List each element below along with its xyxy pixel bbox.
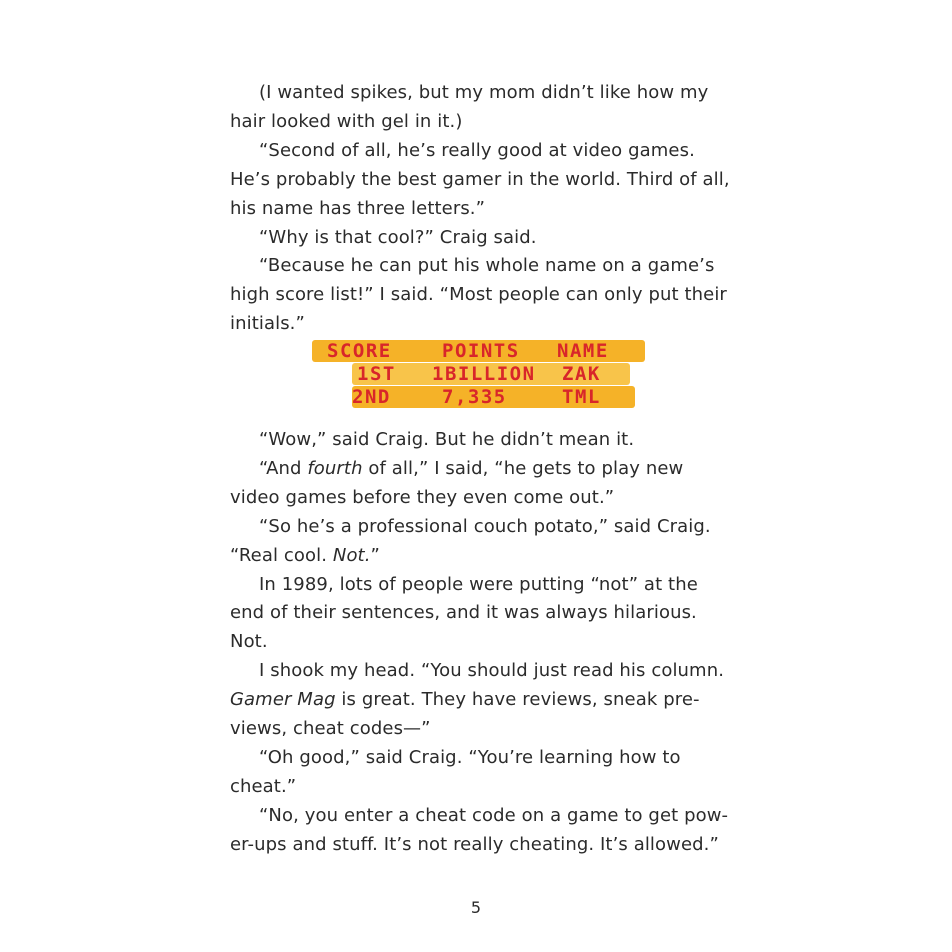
text-run: is great. They have reviews, sneak pre-views, cheat codes—” [230, 689, 700, 740]
paragraph [230, 513, 730, 571]
text-run: “And [259, 457, 308, 479]
score-points: 1BILLION [432, 363, 536, 385]
text-run: of all,” I said, “he gets to play new video games before they even come out.” [230, 457, 684, 508]
emphasis-text: Gamer Mag [230, 689, 336, 711]
text-block-top [230, 79, 730, 339]
text-run: “So he’s a professional couch potato,” said Craig. “Real cool. [230, 515, 711, 566]
paragraph [230, 455, 730, 513]
score-points: 7,335 [442, 386, 507, 408]
page-number: 5 [470, 898, 482, 917]
header-score: SCORE [327, 340, 392, 362]
emphasis-text: fourth [307, 457, 363, 479]
paragraph [230, 657, 730, 744]
text-run: ” [370, 544, 380, 566]
text-run: I shook my head. “You should just read his column. [259, 660, 725, 682]
header-points: POINTS [442, 340, 520, 362]
score-row [352, 386, 635, 408]
paragraph: “No, you enter a cheat code on a game to get pow-er-ups and stuff. It’s not really cheating. It’s allowed.” [230, 804, 729, 855]
score-rank: 1ST [357, 363, 396, 385]
score-name: ZAK [562, 363, 601, 385]
paragraph: “Second of all, he’s really good at video games. He’s probably the best gamer in the world. Third of all, his name has three letters.” [230, 139, 730, 219]
high-score-list-illustration [312, 340, 652, 410]
paragraph: “Why is that cool?” Craig said. [259, 226, 537, 248]
paragraph: “Because he can put his whole name on a game’s high score list!” I said. “Most people can only put their initials.” [230, 255, 727, 335]
paragraph: In 1989, lots of people were putting “not” at the end of their sentences, and it was always hilarious. Not. [230, 573, 698, 653]
header-name: NAME [557, 340, 609, 362]
paragraph: “Wow,” said Craig. But he didn’t mean it. [259, 429, 635, 450]
emphasis-text: Not. [332, 544, 371, 566]
score-rank: 2ND [352, 386, 391, 408]
paragraph: (I wanted spikes, but my mom didn’t like how my hair looked with gel in it.) [230, 82, 709, 132]
text-block-bottom [230, 426, 730, 860]
score-row [352, 363, 630, 385]
score-name: TML [562, 386, 601, 408]
paragraph: “Oh good,” said Craig. “You’re learning how to cheat.” [230, 746, 681, 797]
score-header-row [312, 340, 645, 362]
